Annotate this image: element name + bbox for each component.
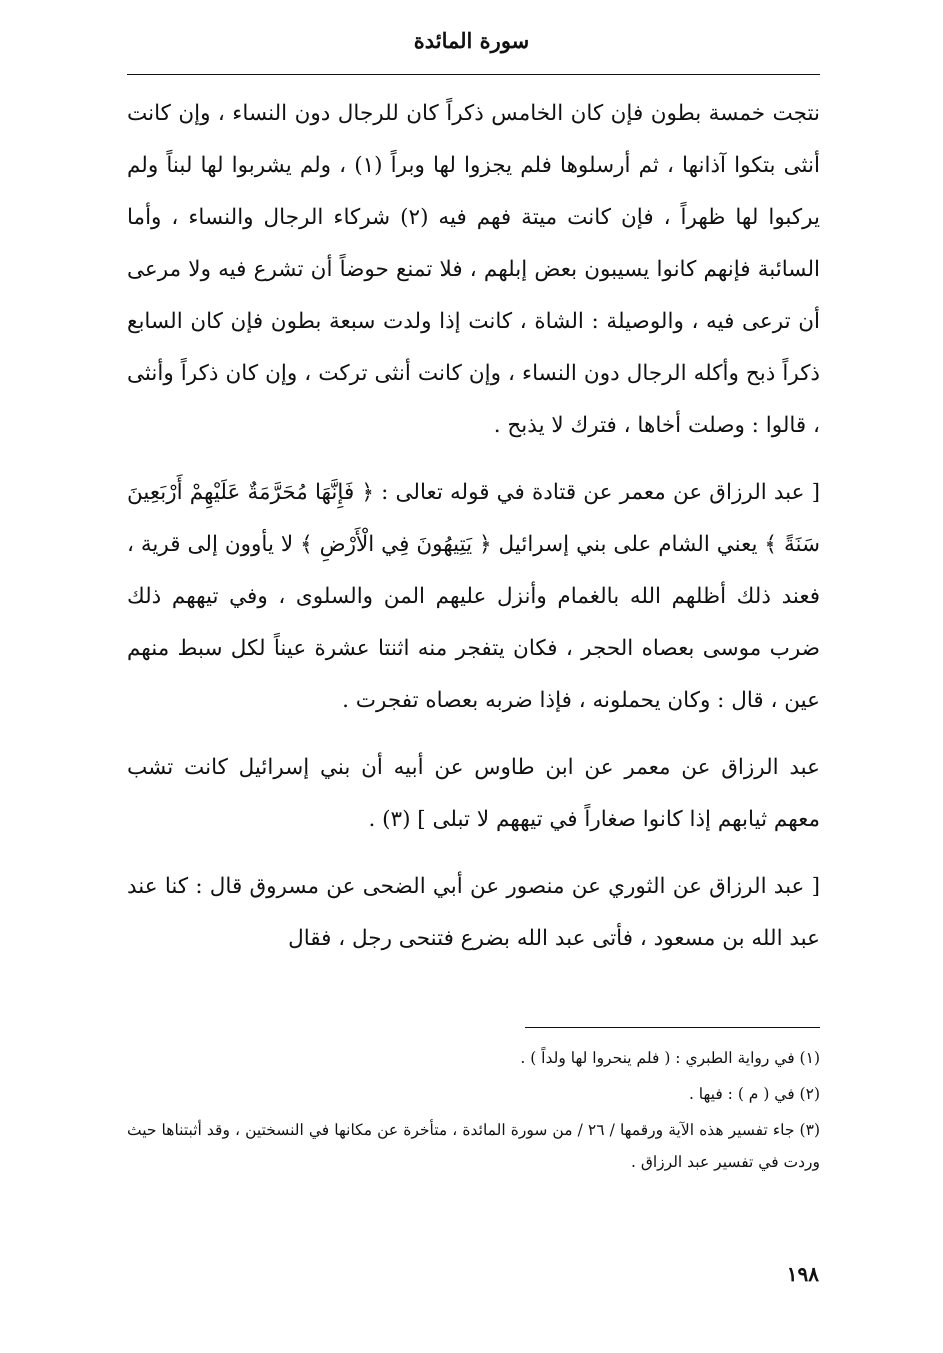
paragraph-4: [ عبد الرزاق عن الثوري عن منصور عن أبي الضحى عن مسروق قال : كنا عند عبد الله بن مسعود ، فأتى عبد الله بضرع فتنحى رجل ، فقال [127,874,820,951]
footnote-divider [525,1027,820,1028]
paragraph-3: عبد الرزاق عن معمر عن ابن طاوس عن أبيه أن بني إسرائيل كانت تشب معهم ثيابهم إذا كانوا صغاراً في تيههم لا تبلى ] (٣) . [127,755,820,832]
footnote-3: (٣) جاء تفسير هذه الآية ورقمها / ٢٦ / من سورة المائدة ، متأخرة عن مكانها في النسختين ، وقد أثبتناها حيث وردت في تفسير عبد الرزاق . [127,1121,820,1171]
footnote-2: (٢) في ( م ) : فيها . [688,1085,820,1103]
paragraph-2: [ عبد الرزاق عن معمر عن قتادة في قوله تعالى : ﴿ فَإِنَّهَا مُحَرَّمَةٌ عَلَيْهِمْ أَرْبَعِينَ سَنَةً ﴾ يعني الشام على بني إسرائيل ﴿ يَتِيهُونَ فِي الْأَرْضِ ﴾ لا يأوون إلى قرية ، فعند ذلك أظلهم الله بالغمام وأنزل عليهم المن والسلوى ، وفي تيههم ذلك ضرب موسى بعصاه الحجر ، فكان يتفجر منه اثنتا عشرة عيناً لكل سبط منهم عين ، قال : وكان يحملونه ، فإذا ضربه بعصاه تفجرت . [127,480,820,713]
running-header-title: سورة المائدة [413,28,530,53]
footnotes [127,1042,820,1182]
main-text [127,88,820,965]
page-number: ١٩٨ [786,1262,819,1286]
paragraph-1: نتجت خمسة بطون فإن كان الخامس ذكراً كان للرجال دون النساء ، وإن كانت أنثى بتكوا آذانها ، ثم أرسلوها فلم يجزوا لها وبراً (١) ، ولم يشربوا لها لبناً ولم يركبوا لها ظهراً ، فإن كانت ميتة فهم فيه (٢) شركاء الرجال والنساء ، وأما السائبة فإنهم كانوا يسيبون بعض إبلهم ، فلا تمنع حوضاً أن تشرع فيه ولا مرعى أن ترعى فيه ، والوصيلة : الشاة ، كانت إذا ولدت سبعة بطون فإن كان السابع ذكراً ذبح وأكله الرجال دون النساء ، وإن كانت أنثى تركت ، وإن كان ذكراً وأنثى ، قالوا : وصلت أخاها ، فترك لا يذبح . [127,101,821,438]
footnote-1: (١) في رواية الطبري : ( فلم ينحروا لها ولداً ) . [520,1049,820,1067]
header-divider [127,74,820,75]
